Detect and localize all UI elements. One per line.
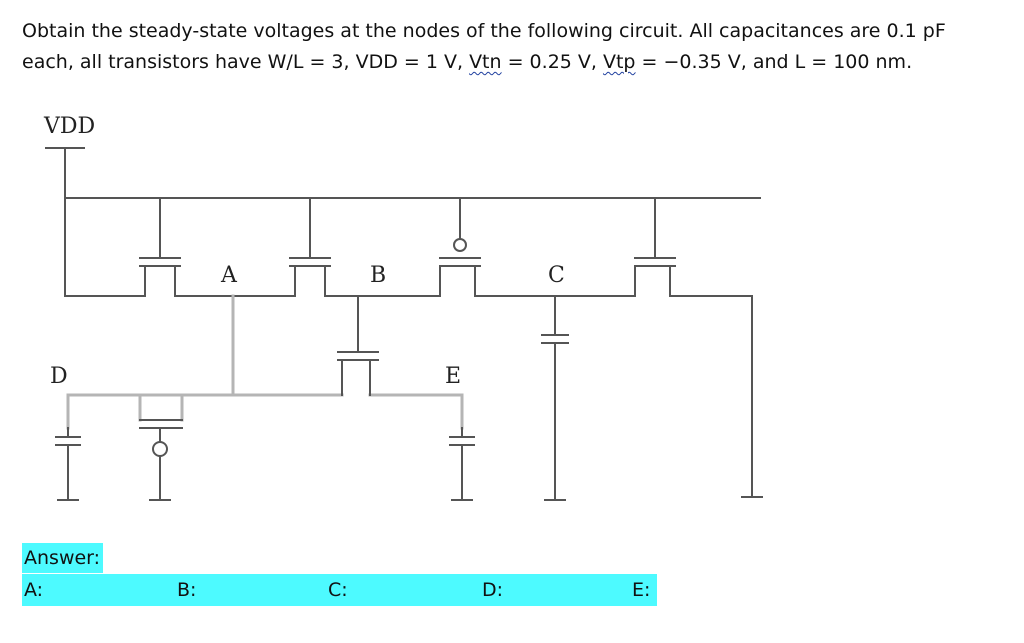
transistor-m2 xyxy=(290,198,440,296)
question-line-2-part-1: each, all transistors have W/L = 3, VDD = 1 V, xyxy=(22,51,470,73)
capacitor-c xyxy=(542,296,568,500)
vtn-symbol: Vtn xyxy=(469,51,502,73)
capacitor-e xyxy=(450,428,474,500)
capacitor-d xyxy=(56,428,80,500)
vtp-symbol: Vtp xyxy=(602,51,636,73)
question-line-2-part-2: = 0.25 V, xyxy=(501,51,603,73)
transistor-m4 xyxy=(635,198,752,495)
question-line-2-part-3: = −0.35 V, and L = 100 nm. xyxy=(635,51,913,73)
vdd-supply-wiring xyxy=(46,148,760,296)
vdd-label: VDD xyxy=(44,114,96,139)
answer-field-d[interactable]: D: xyxy=(482,579,504,601)
node-label-d: D xyxy=(50,364,68,389)
transistor-m6 xyxy=(338,296,378,395)
node-label-c: C xyxy=(548,263,565,288)
transistor-m3 xyxy=(440,198,635,296)
answer-title: Answer: xyxy=(22,543,103,573)
node-label-e: E xyxy=(445,364,462,389)
answer-bar xyxy=(22,574,657,606)
question-line-1: Obtain the steady-state voltages at the nodes of the following circuit. All capacitances are 0.1 pF xyxy=(22,20,946,42)
transistor-m5 xyxy=(140,420,182,500)
node-label-b: B xyxy=(370,263,387,288)
node-label-a: A xyxy=(221,263,237,288)
answer-field-b[interactable]: B: xyxy=(177,579,197,601)
node-wiring xyxy=(68,296,462,428)
answer-field-c[interactable]: C: xyxy=(328,579,348,601)
answer-field-a[interactable]: A: xyxy=(24,579,44,601)
answer-field-e[interactable]: E: xyxy=(632,579,651,601)
transistor-m1 xyxy=(140,198,295,296)
